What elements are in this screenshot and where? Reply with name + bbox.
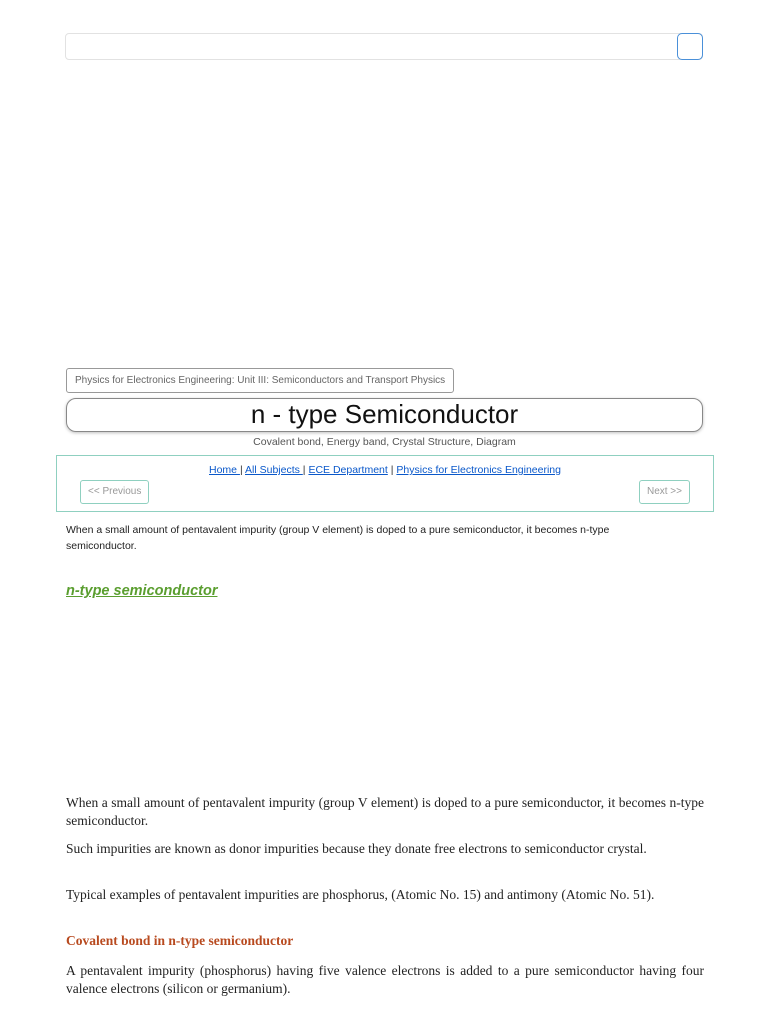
search-button[interactable] bbox=[677, 33, 703, 60]
nav-links bbox=[57, 464, 713, 476]
section-heading: n-type semiconductor bbox=[66, 583, 218, 599]
nav-separator: | bbox=[302, 464, 306, 476]
page-subtitle: Covalent bond, Energy band, Crystal Structure, Diagram bbox=[253, 436, 516, 448]
search-bar bbox=[65, 33, 703, 60]
nav-link-home[interactable]: Home bbox=[209, 464, 240, 476]
nav-link-ece-department[interactable]: ECE Department bbox=[308, 464, 388, 476]
next-button[interactable]: Next >> bbox=[639, 480, 690, 504]
previous-button[interactable]: << Previous bbox=[80, 480, 149, 504]
paragraph: Such impurities are known as donor impurities because they donate free electrons to semiconductor crystal. bbox=[66, 841, 647, 856]
search-input[interactable] bbox=[70, 36, 674, 59]
paragraph: When a small amount of pentavalent impurity (group V element) is doped to a pure semiconductor, it becomes n-type semiconductor. bbox=[66, 795, 704, 828]
paragraph: A pentavalent impurity (phosphorus) having five valence electrons is added to a pure semiconductor having four valence electrons (silicon or germanium). bbox=[66, 963, 704, 996]
content-ad-space bbox=[66, 610, 704, 785]
nav-separator: | bbox=[390, 464, 394, 476]
ad-space bbox=[65, 70, 703, 360]
nav-link-all-subjects[interactable]: All Subjects bbox=[245, 464, 303, 476]
covalent-bond-subheading: Covalent bond in n-type semiconductor bbox=[66, 933, 294, 948]
unit-breadcrumb[interactable]: Physics for Electronics Engineering: Unit III: Semiconductors and Transport Physics bbox=[66, 368, 454, 393]
page-title: n - type Semiconductor bbox=[66, 398, 703, 432]
paragraph: Typical examples of pentavalent impurities are phosphorus, (Atomic No. 15) and antimony (Atomic No. 51). bbox=[66, 887, 655, 902]
intro-text: When a small amount of pentavalent impurity (group V element) is doped to a pure semiconductor, it becomes n-type semiconductor. bbox=[66, 524, 610, 552]
navigation-box bbox=[56, 455, 714, 512]
nav-separator: | bbox=[239, 464, 243, 476]
nav-link-physics-subject[interactable]: Physics for Electronics Engineering bbox=[396, 464, 561, 476]
